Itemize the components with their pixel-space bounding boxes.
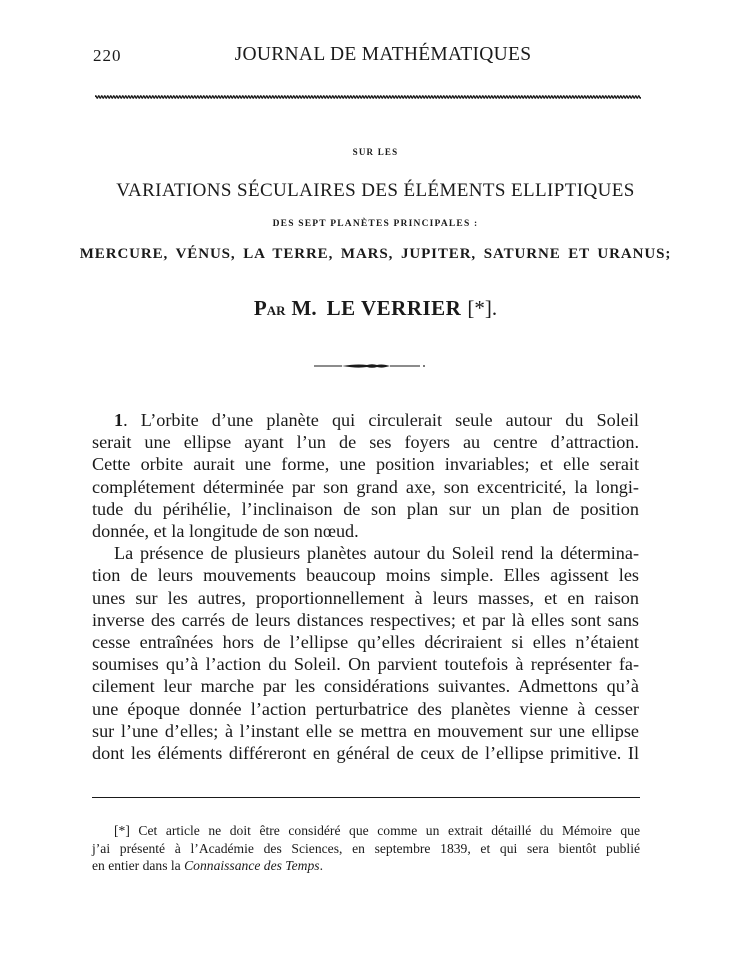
paragraph-2 bbox=[92, 542, 639, 764]
footnote-line: [*] Cet article ne doit être considéré que comme un extrait détaillé du Mémoire que bbox=[114, 823, 640, 838]
text-line bbox=[92, 409, 639, 431]
text-line: unes sur les autres, proportionnellement à leurs masses, et en raison bbox=[92, 587, 639, 608]
article-title: VARIATIONS SÉCULAIRES DES ÉLÉMENTS ELLIPTIQUES bbox=[116, 180, 635, 201]
journal-title: JOURNAL DE MATHÉMATIQUES bbox=[234, 44, 532, 65]
text-line: cesse entraînées hors de l’ellipse qu’elles décriraient si elles n’étaient bbox=[92, 632, 639, 653]
text-line: La présence de plusieurs planètes autour du Soleil rend la détermina- bbox=[114, 543, 639, 564]
footnote-line: j’ai présenté à l’Académie des Sciences, en septembre 1839, et qui sera bientôt publié bbox=[92, 840, 640, 856]
footnote bbox=[92, 822, 640, 875]
footnote-line bbox=[92, 857, 640, 875]
text-line: cilement leur marche par les considérations suivantes. Admettons qu’à bbox=[92, 676, 639, 697]
author-honorific: M. bbox=[291, 296, 317, 320]
author-line bbox=[0, 296, 751, 321]
author-name: LE VERRIER bbox=[326, 296, 462, 320]
planets-line: MERCURE, VÉNUS, LA TERRE, MARS, JUPITER, SATURNE ET URANUS; bbox=[79, 246, 672, 262]
footnote-separator bbox=[92, 797, 640, 798]
body-text bbox=[92, 409, 639, 764]
footnote-text: . bbox=[319, 858, 323, 874]
page-number: 220 bbox=[93, 46, 122, 65]
ornament-divider bbox=[312, 362, 427, 370]
paragraph-1 bbox=[92, 409, 639, 542]
pre-title: SUR LES bbox=[352, 147, 399, 157]
author-par-rest: AR bbox=[266, 303, 286, 318]
text-line: complétement déterminée par son grand axe, son excentricité, la longi- bbox=[92, 476, 639, 497]
paragraph-number: 1 bbox=[114, 410, 124, 430]
text-line: une époque donnée l’action perturbatrice des planètes vienne à cesser bbox=[92, 698, 639, 719]
text-line: sur l’une d’elles; à l’instant elle se mettra en mouvement sur une ellipse bbox=[92, 720, 639, 741]
text-line: donnée, et la longitude de son nœud. bbox=[92, 521, 359, 542]
article-subtitle: DES SEPT PLANÈTES PRINCIPALES : bbox=[272, 219, 479, 229]
text-span: . L’orbite d’une planète qui circulerait seule autour du Soleil bbox=[123, 410, 639, 430]
author-par-initial: P bbox=[253, 296, 267, 320]
text-line: inverse des carrés de leurs distances respectives; et par là elles sont sans bbox=[92, 609, 639, 630]
text-line: tion de leurs mouvements beaucoup moins simple. Elles agissent les bbox=[92, 565, 639, 586]
wavy-rule-divider bbox=[95, 92, 641, 102]
running-head bbox=[0, 44, 751, 66]
text-line: tude du périhélie, l’inclinaison de son plan sur un plan de position bbox=[92, 498, 639, 519]
text-line: dont les éléments différeront en général de ceux de l’ellipse primitive. Il bbox=[92, 743, 639, 764]
footnote-reference[interactable]: [*]. bbox=[467, 296, 498, 320]
footnote-text: en entier dans la bbox=[92, 858, 185, 874]
text-line: soumises qu’à l’action du Soleil. On parvient toutefois à représenter fa- bbox=[92, 654, 639, 675]
publication-title: Connaissance des Temps bbox=[184, 858, 320, 874]
text-line: Cette orbite aurait une forme, une position invariables; et elle serait bbox=[92, 454, 639, 475]
text-line: serait une ellipse ayant l’un de ses foyers au centre d’attraction. bbox=[92, 432, 639, 453]
